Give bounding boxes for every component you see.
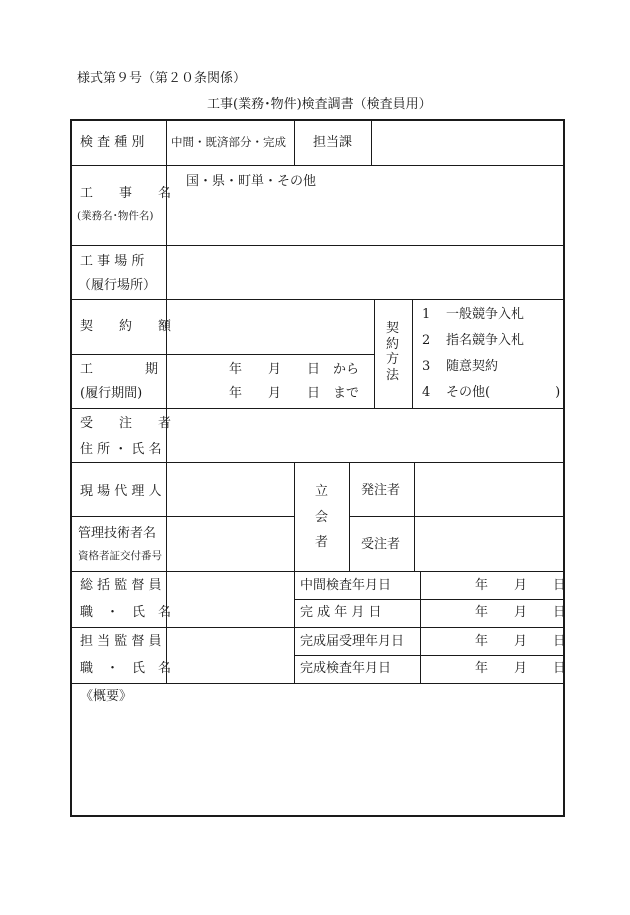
method-option-general-bid[interactable]: 一般競争入札 [446,307,525,322]
site-agent-field[interactable] [167,463,293,515]
chief-engineer-field[interactable] [167,517,293,570]
method-option-other[interactable]: その他( ) [446,385,561,400]
receiver-witness-field[interactable] [415,517,562,570]
completion-inspection-date-value[interactable]: 年 月 日 [475,661,567,676]
label-contract-method: 契 約 方 法 [386,321,400,383]
label-general-supervisor-sub: 職 ・ 氏 名 [80,605,172,620]
label-witness: 立 会 者 [315,484,329,551]
work-name-field[interactable] [167,195,562,243]
method-option-negotiated[interactable]: 随意契約 [446,359,499,374]
method-option-num: 3 [422,359,431,374]
label-charge-supervisor-sub: 職 ・ 氏 名 [80,661,172,676]
label-inspection-type: 検 査 種 別 [80,135,145,150]
label-orderer: 発注者 [361,483,401,498]
label-receiver: 受注者 [361,537,401,552]
work-name-category[interactable]: 国・県・町単・その他 [186,174,317,189]
label-period: 工 期 [80,362,159,377]
charge-supervisor-field[interactable] [167,628,293,682]
orderer-witness-field[interactable] [415,463,562,515]
label-completion-date: 完 成 年 月 日 [300,605,382,620]
contract-amount-field[interactable] [167,300,373,353]
completion-date-value[interactable]: 年 月 日 [475,605,567,620]
inspection-type-options[interactable]: 中間・既済部分・完成 [171,135,286,149]
contractor-field[interactable] [167,409,562,461]
label-work-name: 工 事 名 [80,186,172,201]
label-dept: 担当課 [313,135,353,150]
document-title: 工事(業務･物件)検査調書（検査員用） [207,97,432,112]
completion-notice-date-value[interactable]: 年 月 日 [475,634,567,649]
label-summary: 《概要》 [80,689,133,704]
label-completion-inspection-date: 完成検査年月日 [300,661,392,676]
period-to[interactable]: 年 月 日 まで [229,386,360,401]
method-option-num: 4 [422,385,431,400]
method-option-num: 1 [422,307,431,322]
dept-field[interactable] [372,120,562,165]
label-contract-amount: 契 約 額 [80,319,172,334]
form-number: 様式第９号（第２０条関係） [77,71,247,86]
label-general-supervisor: 総 括 監 督 員 [80,578,162,593]
label-work-place: 工 事 場 所 [80,254,145,269]
label-period-sub: (履行期間) [80,386,143,401]
label-contractor: 受 注 者 [80,416,172,431]
label-site-agent: 現 場 代 理 人 [80,484,162,499]
general-supervisor-field[interactable] [167,572,293,626]
summary-field[interactable] [73,708,562,813]
period-from[interactable]: 年 月 日 から [229,362,360,377]
label-mid-inspection-date: 中間検査年月日 [300,578,392,593]
work-place-field[interactable] [167,246,562,298]
method-option-designated-bid[interactable]: 指名競争入札 [446,333,525,348]
label-work-name-sub: (業務名･物件名) [77,210,154,222]
label-completion-notice-date: 完成届受理年月日 [300,634,405,649]
label-chief-engineer-sub: 資格者証交付番号 [78,550,162,562]
mid-inspection-date-value[interactable]: 年 月 日 [475,578,567,593]
label-charge-supervisor: 担 当 監 督 員 [80,634,162,649]
method-option-num: 2 [422,333,431,348]
label-contractor-sub: 住 所 ・ 氏 名 [80,442,162,457]
label-chief-engineer: 管理技術者名 [78,526,157,541]
label-work-place-sub: （履行場所） [78,278,157,293]
